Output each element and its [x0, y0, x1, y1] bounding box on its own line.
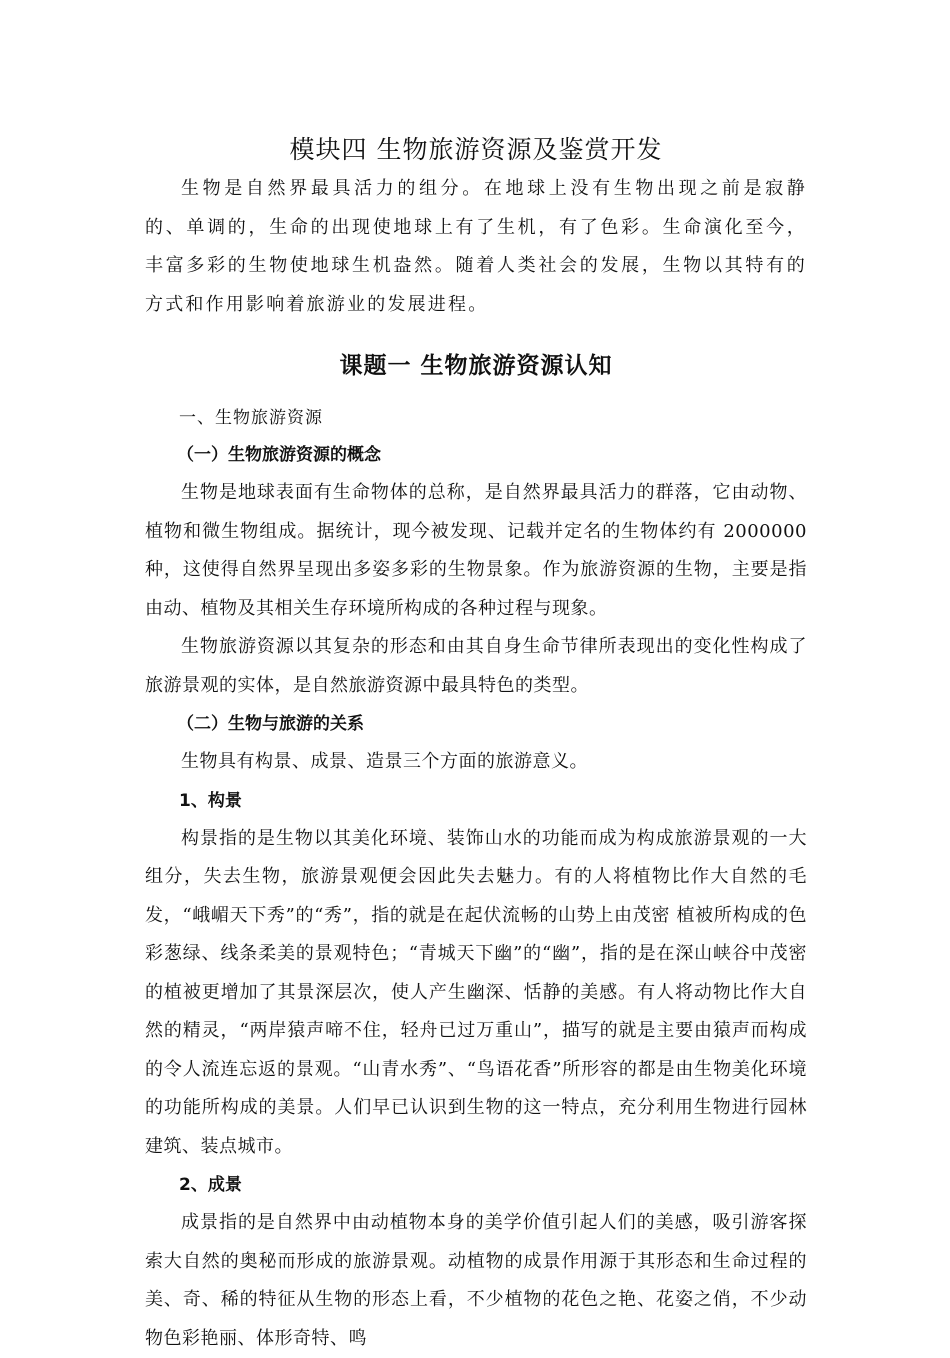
topic-title: 课题一 生物旅游资源认知: [339, 353, 613, 379]
subsection-heading-relation: （二）生物与旅游的关系: [177, 714, 364, 734]
paragraph-relation-intro: 生物具有构景、成景、造景三个方面的旅游意义。: [181, 751, 588, 772]
paragraph-concept-1: 生物是地球表面有生命物体的总称，是自然界最具活力的群落，它由动物、植物和微生物组成。据统计，现今被发现、记载并定名的生物体约有 2000000 种，这使得自然界呈现出多姿多彩的生物景象。作为旅游资源的生物，主要是指由动、植物及其相关生存环境所构成的各种过程与现象。: [145, 482, 807, 619]
paragraph-chengjing: 成景指的是自然界中由动植物本身的美学价值引起人们的美感，吸引游客探索大自然的奥秘而形成的旅游景观。动植物的成景作用源于其形态和生命过程的美、奇、稀的特征从生物的形态上看，不少植物的花色之艳、花姿之俏，不少动物色彩艳丽、体形奇特、鸣: [145, 1212, 807, 1349]
item-heading-goujing: 1、构景: [179, 790, 242, 811]
module-title: 模块四 生物旅游资源及鉴赏开发: [289, 135, 663, 164]
subsection-heading-concept: （一）生物旅游资源的概念: [177, 445, 381, 465]
section-heading: 一、生物旅游资源: [179, 408, 323, 428]
intro-paragraph: 生物是自然界最具活力的组分。在地球上没有生物出现之前是寂静的、单调的，生命的出现使地球上有了生机，有了色彩。生命演化至今，丰富多彩的生物使地球生机盎然。随着人类社会的发展，生物以其特有的方式和作用影响着旅游业的发展进程。: [145, 178, 807, 315]
item-heading-chengjing: 2、成景: [179, 1175, 242, 1195]
paragraph-goujing: 构景指的是生物以其美化环境、装饰山水的功能而成为构成旅游景观的一大组分，失去生物，旅游景观便会因此失去魅力。有的人将植物比作大自然的毛发，“峨嵋天下秀”的“秀”，指的就是在起伏流畅的山势上由茂密 植被所构成的色彩葱绿、线条柔美的景观特色；“青城天下幽”的“幽”，指的是在深山峡谷中茂密的植被更增加了其景深层次，使人产生幽深、恬静的美感。有人将动物比作大自然的精灵，“两岸猿声啼不住，轻舟已过万重山”，描写的就是主要由猿声而构成的令人流连忘返的景观。“山青水秀”、“鸟语花香”所形容的都是由生物美化环境的功能所构成的美景。人们早已认识到生物的这一特点，充分利用生物进行园林建筑、装点城市。: [145, 827, 807, 1157]
paragraph-concept-2: 生物旅游资源以其复杂的形态和由其自身生命节律所表现出的变化性构成了旅游景观的实体，是自然旅游资源中最具特色的类型。: [145, 636, 807, 696]
document-page: [145, 130, 807, 1358]
